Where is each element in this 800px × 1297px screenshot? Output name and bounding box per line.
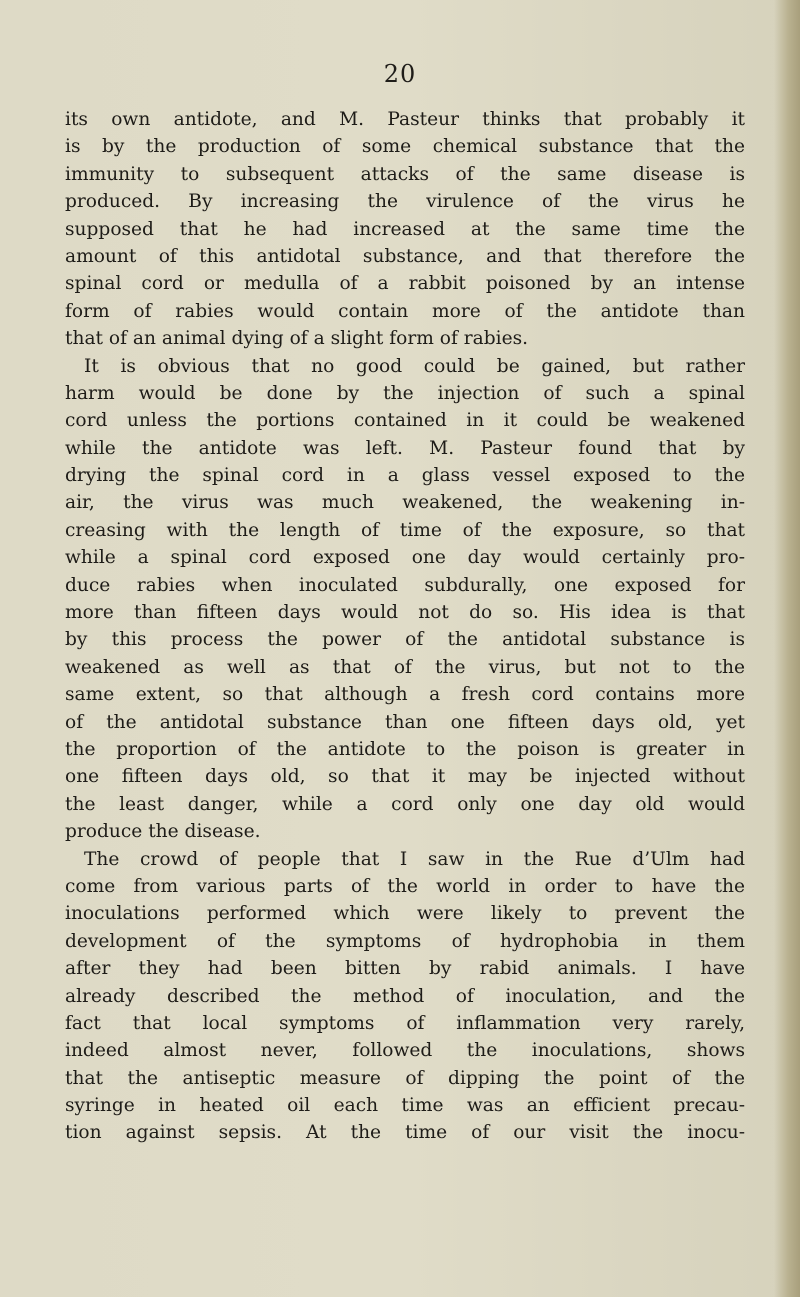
text-line: its own antidote, and M. Pasteur thinks that probably it: [65, 109, 745, 130]
text-line: cord unless the portions contained in it could be weakened: [65, 410, 745, 432]
text-line: inoculations performed which were likely to prevent the: [65, 903, 745, 925]
text-line: come from various parts of the world in order to have the: [65, 875, 745, 897]
page-number: 20: [383, 60, 417, 88]
text-line: drying the spinal cord in a glass vessel exposed to the: [65, 465, 745, 487]
text-line: supposed that he had increased at the same time the: [65, 218, 745, 240]
text-line: one fifteen days old, so that it may be injected without: [65, 766, 745, 788]
text-line: fact that local symptoms of inflammation very rarely,: [65, 1012, 745, 1034]
text-line: by this process the power of the antidotal substance is: [65, 629, 745, 651]
text-line: It is obvious that no good could be gained, but rather: [84, 355, 745, 377]
text-line: form of rabies would contain more of the antidote than: [65, 300, 745, 322]
text-line: syringe in heated oil each time was an efficient precau-: [65, 1095, 745, 1117]
text-line: produced. By increasing the virulence of the virus he: [65, 191, 745, 213]
text-line: same extent, so that although a fresh cord contains more: [65, 684, 745, 706]
text-line: indeed almost never, followed the inoculations, shows: [65, 1040, 745, 1062]
text-line: harm would be done by the injection of such a spinal: [65, 382, 745, 404]
text-line: spinal cord or medulla of a rabbit poisoned by an intense: [65, 273, 745, 295]
text-line: already described the method of inoculation, and the: [65, 985, 745, 1007]
body-text: [65, 106, 745, 1147]
text-line: while the antidote was left. M. Pasteur found that by: [65, 437, 745, 459]
text-line: weakened as well as that of the virus, but not to the: [65, 656, 745, 678]
page-edge-shadow: [774, 0, 800, 1297]
text-line: amount of this antidotal substance, and that therefore the: [65, 245, 745, 267]
text-line: development of the symptoms of hydrophobia in them: [65, 930, 745, 952]
text-line: of the antidotal substance than one fifteen days old, yet: [65, 711, 745, 733]
text-line: produce the disease.: [65, 821, 261, 843]
text-line: air, the virus was much weakened, the weakening in-: [65, 492, 745, 514]
text-line: more than fifteen days would not do so. His idea is that: [65, 602, 745, 624]
text-line: that the antiseptic measure of dipping the point of the: [65, 1067, 745, 1089]
text-line: is by the production of some chemical substance that the: [65, 136, 745, 158]
text-line: creasing with the length of time of the exposure, so that: [65, 519, 745, 541]
text-line: the least danger, while a cord only one day old would: [65, 793, 745, 815]
text-line: immunity to subsequent attacks of the same disease is: [65, 163, 745, 185]
text-line: tion against sepsis. At the time of our visit the inocu-: [65, 1122, 745, 1144]
text-line: that of an animal dying of a slight form of rabies.: [65, 328, 529, 350]
text-line: while a spinal cord exposed one day would certainly pro-: [65, 547, 745, 569]
text-line: the proportion of the antidote to the poison is greater in: [65, 738, 745, 760]
text-line: duce rabies when inoculated subdurally, one exposed for: [65, 574, 745, 596]
text-line: after they had been bitten by rabid animals. I have: [65, 958, 745, 980]
text-line: The crowd of people that I saw in the Rue d’Ulm had: [84, 848, 745, 870]
